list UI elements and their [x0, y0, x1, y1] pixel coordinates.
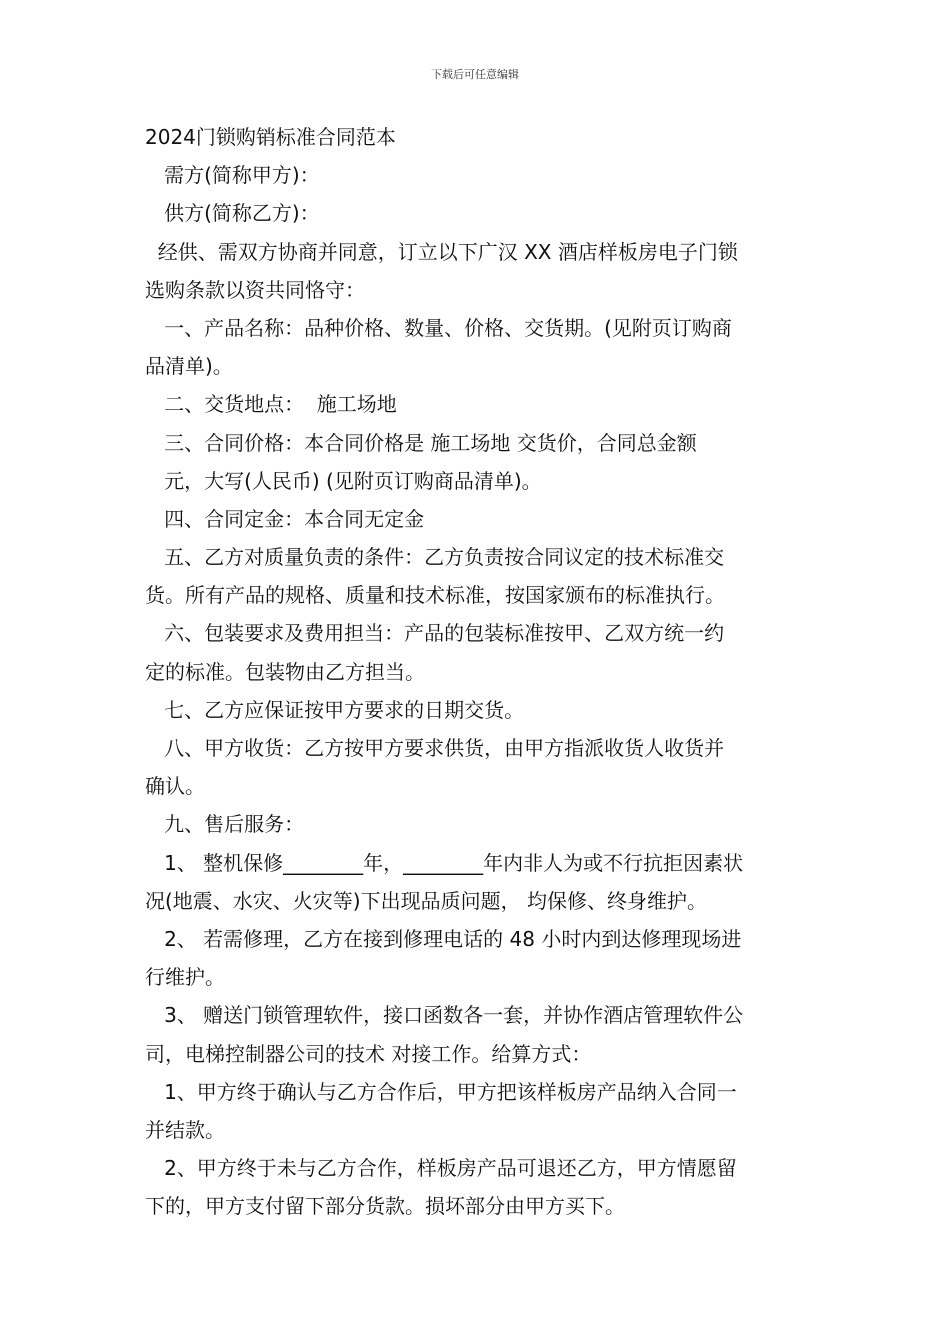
paragraph-line: 需方(简称甲方)： — [145, 163, 320, 188]
paragraph-line: 行维护。 — [145, 965, 225, 990]
paragraph-line: 七、乙方应保证按甲方要求的日期交货。 — [145, 697, 525, 722]
paragraph-line: 九、售后服务： — [145, 812, 305, 837]
paragraph-line: 确认。 — [145, 774, 205, 799]
paragraph-line: 3、 赠送门锁管理软件，接口函数各一套，并协作酒店管理软件公 — [145, 1003, 744, 1028]
paragraph-line: 四、合同定金：本合同无定金 — [145, 506, 425, 531]
paragraph-line: 货。所有产品的规格、质量和技术标准，按国家颁布的标准执行。 — [145, 583, 725, 608]
paragraph-line: 况(地震、水灾、火灾等)下出现品质问题， 均保修、终身维护。 — [145, 888, 707, 913]
paragraph-line: 定的标准。包装物由乙方担当。 — [145, 659, 425, 684]
paragraph-line: 五、乙方对质量负责的条件：乙方负责按合同议定的技术标准交 — [145, 545, 725, 570]
paragraph-line: 司，电梯控制器公司的技术 对接工作。给算方式： — [145, 1041, 592, 1066]
paragraph-line: 供方(简称乙方)： — [145, 201, 320, 226]
contract-body — [145, 118, 807, 1225]
paragraph-line: 一、产品名称：品种价格、数量、价格、交货期。(见附页订购商 — [145, 315, 732, 340]
paragraph-line: 三、合同价格：本合同价格是 施工场地 交货价，合同总金额 — [145, 430, 697, 455]
paragraph-line: 经供、需双方协商并同意，订立以下广汉 XX 酒店样板房电子门锁 — [145, 239, 738, 264]
page-header-note: 下载后可任意编辑 — [431, 68, 519, 81]
paragraph-line: 品清单)。 — [145, 354, 233, 379]
paragraph-line: 下的，甲方支付留下部分货款。损坏部分由甲方买下。 — [145, 1194, 625, 1219]
paragraph-line: 1、甲方终于确认与乙方合作后，甲方把该样板房产品纳入合同一 — [145, 1079, 737, 1104]
paragraph-line: 2、甲方终于未与乙方合作，样板房产品可退还乙方，甲方情愿留 — [145, 1156, 737, 1181]
paragraph-line: 并结款。 — [145, 1117, 225, 1142]
paragraph-line: 1、 整机保修________年，________年内非人为或不行抗拒因素状 — [145, 850, 744, 875]
paragraph-line: 元，大写(人民币) (见附页订购商品清单)。 — [145, 468, 542, 493]
paragraph-line: 六、包装要求及费用担当：产品的包装标准按甲、乙双方统一约 — [145, 621, 725, 646]
paragraph-line: 二、交货地点： 施工场地 — [145, 392, 397, 417]
paragraph-line: 选购条款以资共同恪守： — [145, 277, 365, 302]
paragraph-line: 2、 若需修理，乙方在接到修理电话的 48 小时内到达修理现场进 — [145, 926, 742, 951]
document-title: 2024门锁购销标准合同范本 — [145, 125, 396, 149]
paragraph-line: 八、甲方收货：乙方按甲方要求供货，由甲方指派收货人收货并 — [145, 736, 725, 760]
